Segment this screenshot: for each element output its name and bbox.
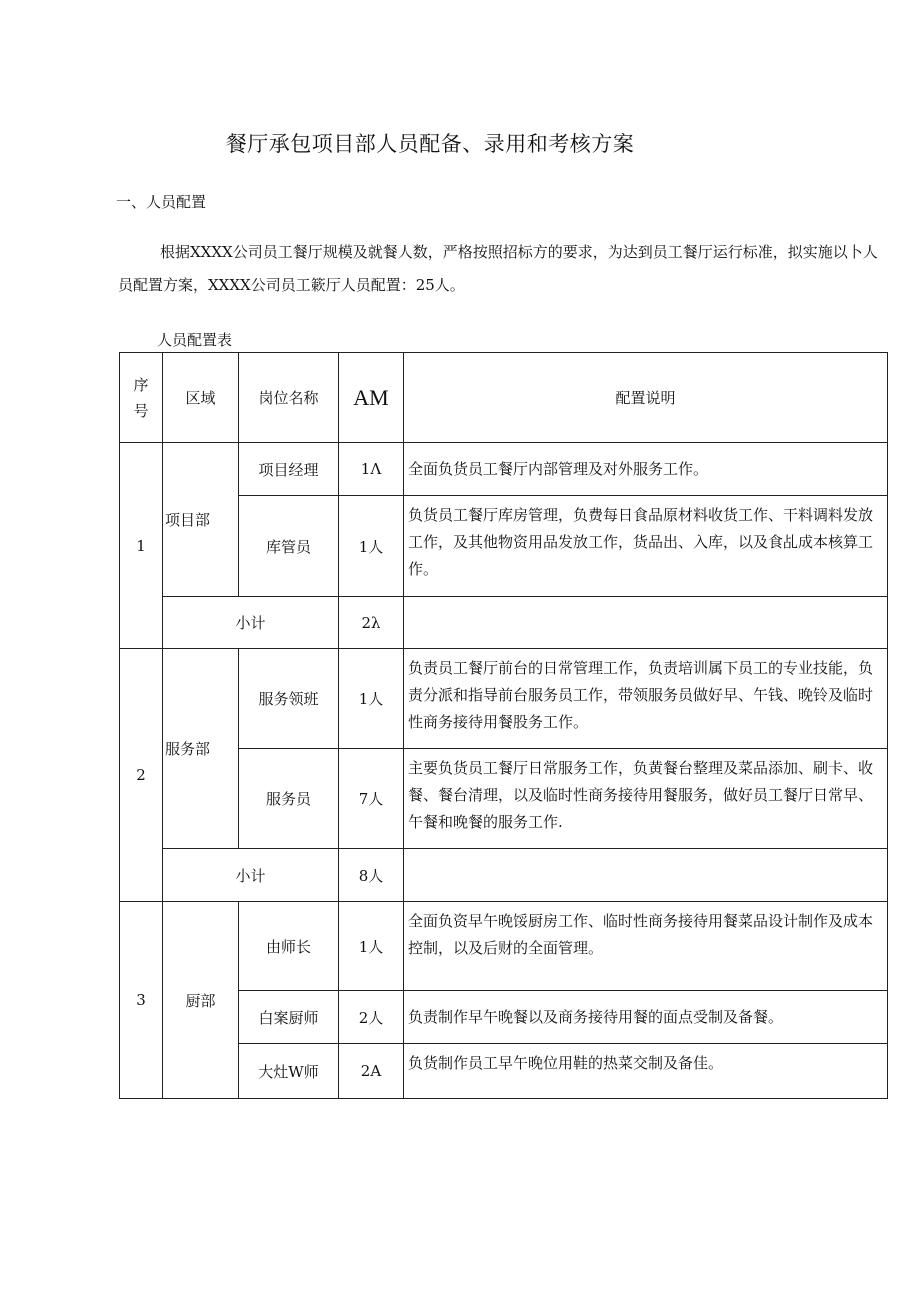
group-area: 服务部 bbox=[163, 649, 239, 849]
position-cell: 库管员 bbox=[239, 496, 339, 597]
table-header-row bbox=[120, 353, 888, 443]
header-seq-line1: 序 bbox=[133, 375, 149, 394]
subtotal-label: 小计 bbox=[163, 849, 339, 902]
group-seq: 2 bbox=[120, 649, 163, 902]
header-area: 区域 bbox=[163, 353, 239, 443]
description-cell: 全面负资早午晚馁厨房工作、临时性商务接待用餐菜品设计制作及成本控制，以及后财的全面管理。 bbox=[404, 902, 888, 991]
description-cell: 负责制作早午晚餐以及商务接待用餐的面点受制及备餐。 bbox=[404, 991, 888, 1044]
table-row bbox=[120, 902, 888, 991]
group-area: 厨部 bbox=[163, 902, 239, 1099]
table-row bbox=[120, 649, 888, 749]
subtotal-count: 8人 bbox=[339, 849, 404, 902]
header-position: 岗位名称 bbox=[239, 353, 339, 443]
subtotal-description bbox=[404, 597, 888, 649]
subtotal-row bbox=[120, 849, 888, 902]
group-seq: 1 bbox=[120, 443, 163, 649]
table-caption: 人员配置表 bbox=[157, 331, 233, 349]
header-seq-line2: 号 bbox=[133, 401, 149, 420]
count-cell: 7人 bbox=[339, 749, 404, 849]
count-cell: 1人 bbox=[339, 902, 404, 991]
count-cell: 1Λ bbox=[339, 443, 404, 496]
position-cell: 白案厨师 bbox=[239, 991, 339, 1044]
position-cell: 服务员 bbox=[239, 749, 339, 849]
header-count: AM bbox=[339, 353, 404, 443]
staff-configuration-table bbox=[119, 352, 888, 1099]
description-cell: 负货员工餐厅库房管理，负费每日食品原材料收货工作、干料调料发放工作，及其他物资用品发放工作，货品出、入库，以及食乩成本核算工作。 bbox=[404, 496, 888, 597]
subtotal-label: 小计 bbox=[163, 597, 339, 649]
group-area: 项目部 bbox=[163, 443, 239, 597]
count-cell: 2人 bbox=[339, 991, 404, 1044]
description-cell: 全面负货员工餐厅内部管理及对外服务工作。 bbox=[404, 443, 888, 496]
subtotal-description bbox=[404, 849, 888, 902]
section-heading: 一、人员配置 bbox=[116, 193, 207, 211]
subtotal-row bbox=[120, 597, 888, 649]
description-cell: 主要负货员工餐厅日常服务工作，负黄餐台整理及菜品添加、刷卡、收餐、餐台清理，以及临时性商务接待用餐服务，做好员工餐厅日常早、午餐和晚餐的服务工作. bbox=[404, 749, 888, 849]
subtotal-count: 2λ bbox=[339, 597, 404, 649]
document-title: 餐厅承包项目部人员配备、录用和考核方案 bbox=[225, 132, 635, 156]
intro-paragraph: 根据XXXX公司员工餐厅规模及就餐人数，严格按照招标方的要求，为达到员工餐厅运行标准，拟实施以卜人员配置方案，XXXX公司员工簌厅人员配置：25人。 bbox=[118, 243, 878, 294]
position-cell: 服务领班 bbox=[239, 649, 339, 749]
position-cell: 大灶W师 bbox=[239, 1044, 339, 1099]
header-seq bbox=[120, 353, 163, 443]
position-cell: 项目经理 bbox=[239, 443, 339, 496]
count-cell: 1人 bbox=[339, 496, 404, 597]
count-cell: 1人 bbox=[339, 649, 404, 749]
header-description: 配置说明 bbox=[404, 353, 888, 443]
count-cell: 2A bbox=[339, 1044, 404, 1099]
description-cell: 负货制作员工早午晚位用鞋的热菜交制及备佳。 bbox=[404, 1044, 888, 1099]
description-cell: 负责员工餐厅前台的日常管理工作，负责培训属下员工的专业技能，负责分派和指导前台服务员工作，带领服务员做好早、午钱、晚铃及临时性商务接待用餐股务工作。 bbox=[404, 649, 888, 749]
group-seq: 3 bbox=[120, 902, 163, 1099]
table-row bbox=[120, 443, 888, 496]
position-cell: 由师长 bbox=[239, 902, 339, 991]
